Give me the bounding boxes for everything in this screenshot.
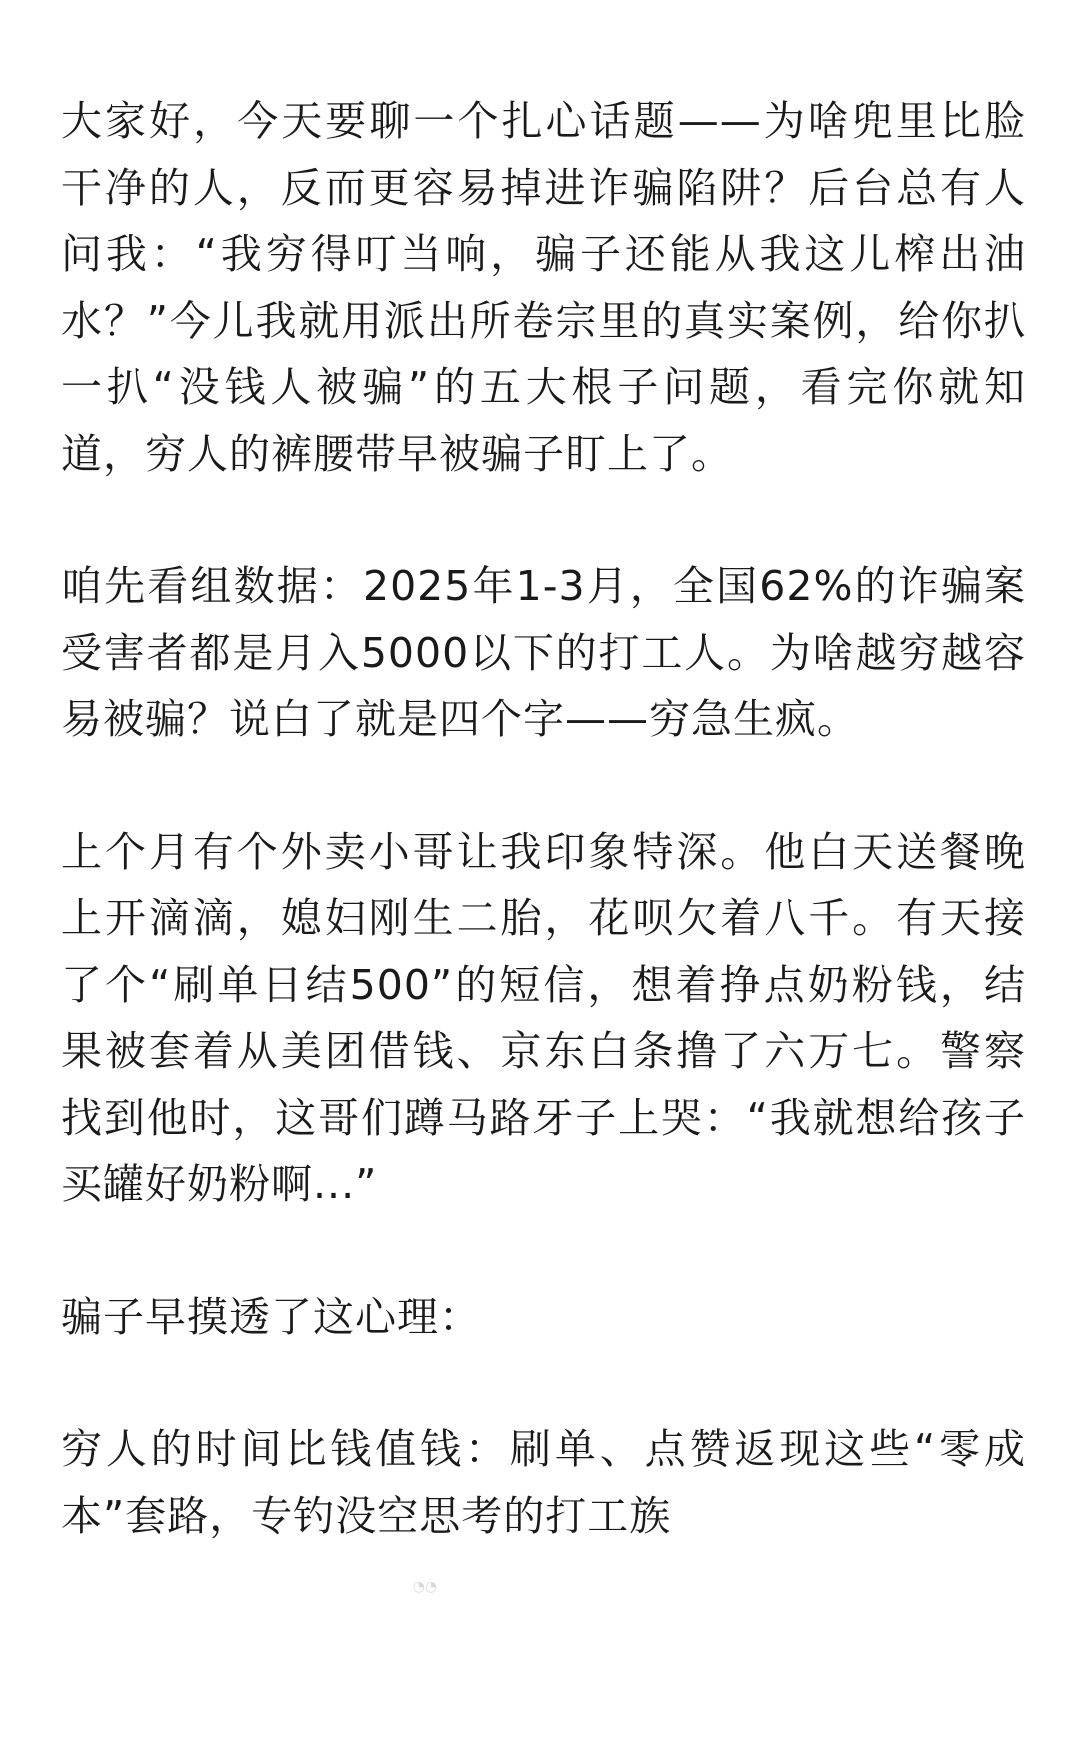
article-paragraph-statistics: 咱先看组数据：2025年1-3月，全国62%的诈骗案受害者都是月入5000以下的打工人。为啥越穷越容易被骗？说白了就是四个字——穷急生疯。 xyxy=(61,562,1026,743)
article-paragraph-intro: 大家好，今天要聊一个扎心话题——为啥兜里比脸干净的人，反而更容易掉进诈骗陷阱？后台总有人问我：“我穷得叮当响，骗子还能从我这儿榨出油水？”今儿我就用派出所卷宗里的真实案例，给你扒一扒“没钱人被骗”的五大根子问题，看完你就知道，穷人的裤腰带早被骗子盯上了。 xyxy=(61,97,1026,478)
article-paragraph-point-one: 穷人的时间比钱值钱：刷单、点赞返现这些“零成本”套路，专钓没空思考的打工族 xyxy=(61,1425,1026,1540)
article-paragraph-psychology-lead: 骗子早摸透了这心理： xyxy=(61,1292,481,1341)
article-body xyxy=(61,88,1026,1615)
watermark-logo: ◔◔ xyxy=(412,1579,438,1595)
article-paragraph-case-story: 上个月有个外卖小哥让我印象特深。他白天送餐晚上开滴滴，媳妇刚生二胎，花呗欠着八千。有天接了个“刷单日结500”的短信，想着挣点奶粉钱，结果被套着从美团借钱、京东白条撸了六万七。警察找到他时，这哥们蹲马路牙子上哭：“我就想给孩子买罐好奶粉啊...” xyxy=(61,827,1026,1208)
